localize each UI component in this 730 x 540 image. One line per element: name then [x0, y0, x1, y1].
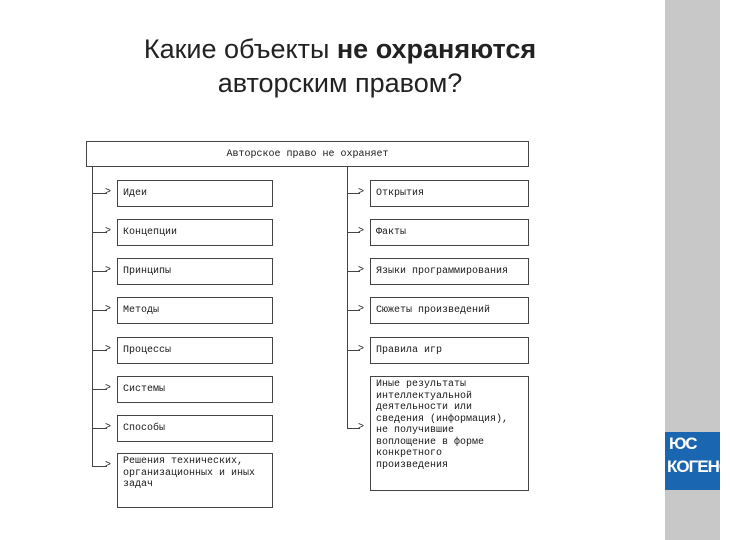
right-item-label: Правила игр [376, 345, 443, 356]
right-item-label: Языки программирования [376, 266, 509, 277]
right-item-label: Иные результаты интеллектуальной деятельности или сведения (информация), не получившие воплощение в форме конкретного произведения [376, 379, 509, 471]
left-arrow-head-7: > [105, 422, 112, 433]
left-arrow-head-3: > [105, 265, 112, 276]
right-arrow-head-4: > [358, 304, 365, 315]
right-item-box-5 [370, 337, 529, 364]
left-item-box-1 [117, 180, 273, 207]
left-item-label: Системы [123, 384, 166, 395]
left-item-box-5 [117, 337, 273, 364]
left-item-label: Принципы [123, 266, 172, 277]
left-item-box-2 [117, 219, 273, 246]
right-arrow-head-5: > [358, 344, 365, 355]
left-arrow-head-2: > [105, 226, 112, 237]
left-item-label: Процессы [123, 345, 172, 356]
left-item-label: Концепции [123, 227, 178, 238]
left-item-label: Решения технических, организационных и иных задач [123, 456, 256, 490]
title-text: Какие объекты [143, 34, 337, 64]
left-item-box-7 [117, 415, 273, 442]
left-item-label: Способы [123, 423, 166, 434]
right-item-box-3 [370, 258, 529, 285]
right-arrow-head-1: > [358, 187, 365, 198]
right-trunk-line [347, 167, 348, 428]
left-trunk-line [92, 167, 93, 466]
left-arrow-head-4: > [105, 304, 112, 315]
brand-logo [665, 432, 730, 490]
title-line-2: авторским правом? [217, 68, 463, 98]
left-item-box-8 [117, 453, 273, 508]
left-arrow-head-8: > [105, 460, 112, 471]
left-item-box-6 [117, 376, 273, 403]
right-arrow-head-2: > [358, 226, 365, 237]
left-arrow-head-1: > [105, 187, 112, 198]
right-item-box-1 [370, 180, 529, 207]
left-arrow-head-6: > [105, 383, 112, 394]
diagram-header-box [86, 141, 529, 167]
title-emphasis: не охраняются [336, 34, 537, 64]
right-item-label: Факты [376, 227, 407, 238]
logo-line-2: КОГЕНС [667, 457, 730, 476]
left-item-box-4 [117, 297, 273, 324]
right-item-label: Открытия [376, 188, 425, 199]
right-item-box-4 [370, 297, 529, 324]
right-arrow-head-3: > [358, 265, 365, 276]
left-item-box-3 [117, 258, 273, 285]
right-item-label: Сюжеты произведений [376, 305, 491, 316]
left-item-label: Методы [123, 305, 160, 316]
right-arrow-head-6: > [358, 422, 365, 433]
left-item-label: Идеи [123, 188, 148, 199]
right-item-box-2 [370, 219, 529, 246]
diagram-header-label: Авторское право не охраняет [226, 148, 389, 160]
logo-line-1: ЮС [669, 434, 697, 453]
left-arrow-head-5: > [105, 344, 112, 355]
right-item-box-6 [370, 376, 529, 491]
